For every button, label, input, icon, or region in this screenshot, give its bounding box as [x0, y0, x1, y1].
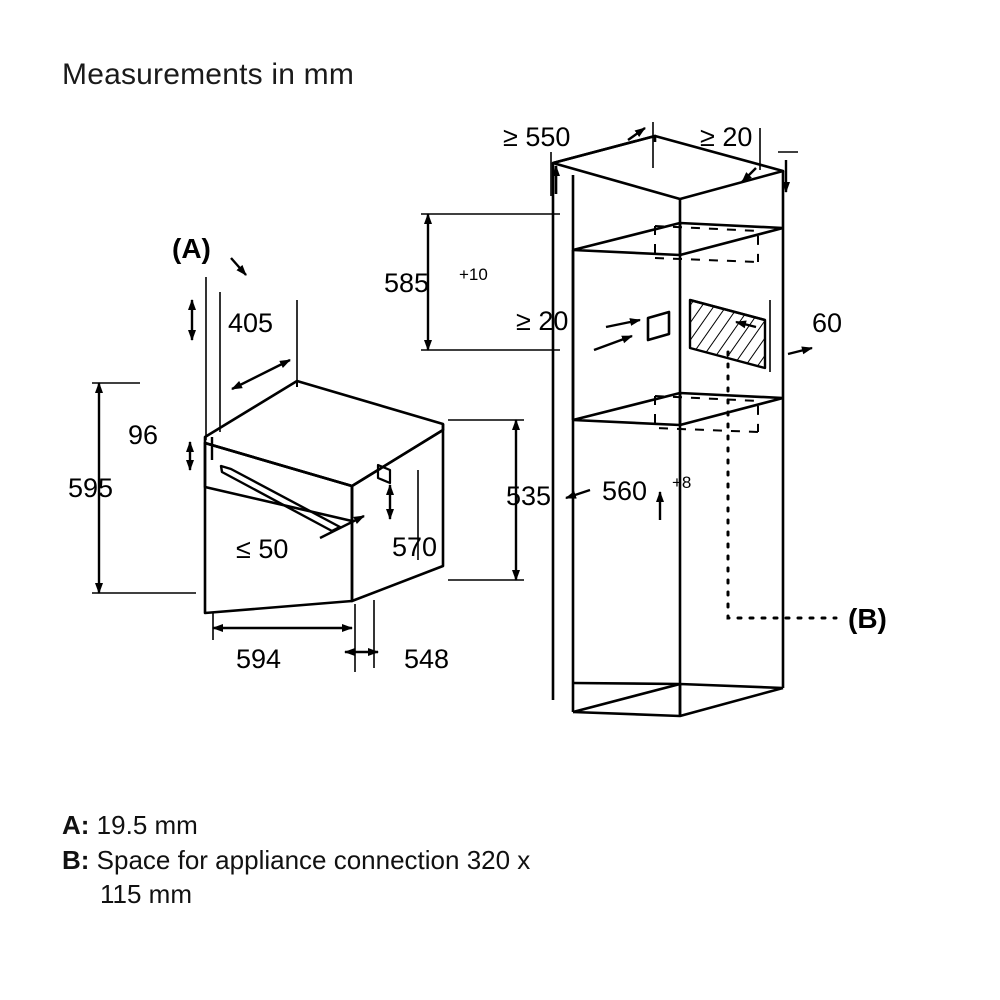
legend-a-key: A:: [62, 810, 90, 840]
legend-row-a: [62, 808, 942, 843]
dim-96-value: 96: [128, 420, 159, 450]
dim-96: [190, 437, 212, 470]
dim-a-marker: [231, 258, 246, 275]
dim-560-tolerance: +8: [672, 473, 692, 492]
dim-405-value: 405: [228, 308, 274, 338]
dim-585-value: 585: [384, 268, 430, 298]
dim-min20-internal: [594, 320, 640, 350]
dim-548-value: 548: [404, 644, 450, 674]
dim-min20-right-value: ≥ 20: [700, 122, 753, 152]
dim-570-value: 570: [392, 532, 438, 562]
label-b: (B): [848, 603, 887, 634]
page-title: Measurements in mm: [62, 58, 355, 91]
dim-548: [345, 600, 378, 668]
label-a: (A): [172, 233, 211, 264]
dim-min20-internal-value: ≥ 20: [516, 306, 569, 336]
dim-595-value: 595: [68, 473, 114, 503]
appliance-drawing: [205, 381, 443, 613]
legend-b-key: B:: [62, 844, 90, 875]
dim-60-value: 60: [812, 308, 843, 338]
dim-585-tolerance: +10: [459, 265, 488, 284]
dim-594: [213, 604, 355, 672]
legend: [62, 808, 942, 912]
legend-row-b: [62, 843, 942, 912]
dim-min550-value: ≥ 550: [503, 122, 571, 152]
dim-535-value: 535: [506, 481, 552, 511]
legend-b-value-line2: 115 mm: [100, 879, 192, 910]
legend-b-value: Space for appliance connection 320 x: [96, 844, 531, 875]
appliance-extension-lines: [206, 277, 297, 440]
dim-max50-value: ≤ 50: [236, 534, 289, 564]
cabinet-drawing: [553, 136, 783, 716]
dim-594-value: 594: [236, 644, 282, 674]
dim-560-value: 560: [602, 476, 648, 506]
legend-a-value: 19.5 mm: [96, 810, 198, 840]
